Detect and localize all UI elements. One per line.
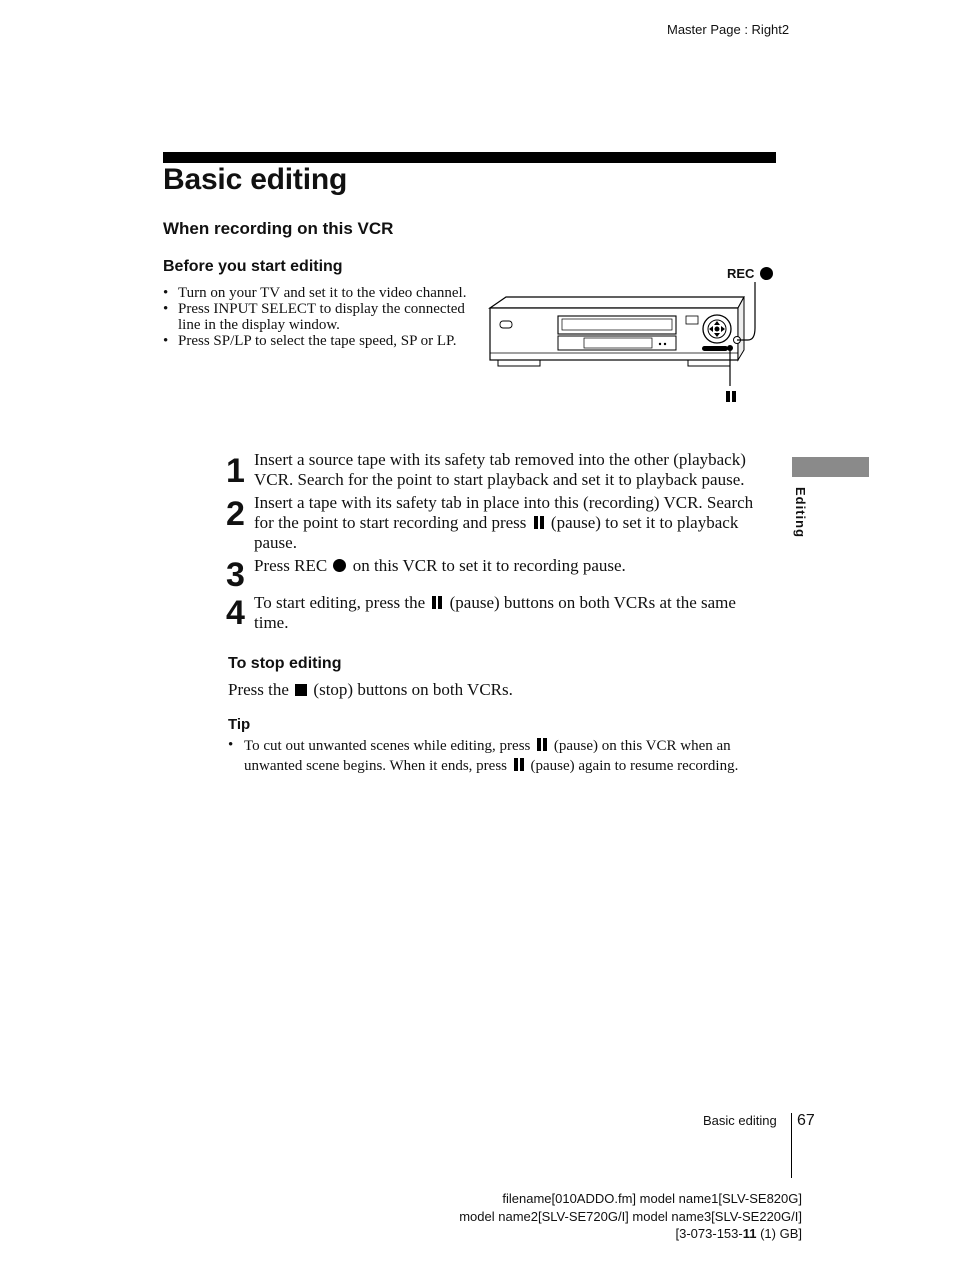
bullet-icon: • xyxy=(228,737,234,753)
page-title: Basic editing xyxy=(163,163,348,196)
list-item: • Press INPUT SELECT to display the connected line in the display window. xyxy=(163,301,483,333)
step-text: Insert a source tape with its safety tab removed into the other (playback) VCR. Search for the point to start playback and set it to playback pause. xyxy=(254,450,746,489)
section-heading: When recording on this VCR xyxy=(163,219,394,238)
tip-heading: Tip xyxy=(228,716,251,733)
record-dot-icon xyxy=(760,267,773,280)
step-text: Insert a tape with its safety tab in place into this (recording) VCR. Search for the point to start recording and press (pause) to set it to playback pause. xyxy=(254,493,754,552)
step-number: 3 xyxy=(226,556,245,594)
pause-icon xyxy=(725,388,737,399)
step-text: Press REC on this VCR to set it to recording pause. xyxy=(254,556,626,575)
file-metadata: filename[010ADDO.fm] model name1[SLV-SE820G] model name2[SLV-SE720G/I] model name3[SLV-SE220G/I] [3-073-153-11 (1) GB] xyxy=(459,1191,802,1241)
footer-section-name: Basic editing xyxy=(703,1113,777,1128)
pause-icon xyxy=(536,738,548,751)
pause-icon xyxy=(431,596,443,609)
pause-icon xyxy=(513,758,525,771)
footer-divider xyxy=(791,1113,792,1178)
stop-text: Press the (stop) buttons on both VCRs. xyxy=(228,680,513,699)
pause-icon xyxy=(533,516,545,529)
prereq-heading: Before you start editing xyxy=(163,258,343,275)
page-number: 67 xyxy=(797,1112,815,1129)
rec-label: REC xyxy=(727,266,755,281)
side-tab-label: Editing xyxy=(793,487,808,539)
title-rule xyxy=(163,152,776,163)
step-number: 2 xyxy=(226,495,245,533)
master-page-label: Master Page : Right2 xyxy=(667,22,790,37)
prereq-list xyxy=(163,285,483,349)
list-item: • Turn on your TV and set it to the video channel. xyxy=(163,285,483,301)
tip-text: To cut out unwanted scenes while editing, press (pause) on this VCR when an unwanted scene begins. When it ends, press (pause) again to resume recording. xyxy=(244,738,739,774)
list-item: • Press SP/LP to select the tape speed, SP or LP. xyxy=(163,333,483,349)
stop-icon xyxy=(295,684,307,696)
record-dot-icon xyxy=(333,559,346,572)
stop-heading: To stop editing xyxy=(228,655,342,672)
step-text: To start editing, press the (pause) buttons on both VCRs at the same time. xyxy=(254,593,736,632)
step-number: 1 xyxy=(226,452,245,490)
side-tab xyxy=(792,457,869,477)
step-number: 4 xyxy=(226,594,245,632)
